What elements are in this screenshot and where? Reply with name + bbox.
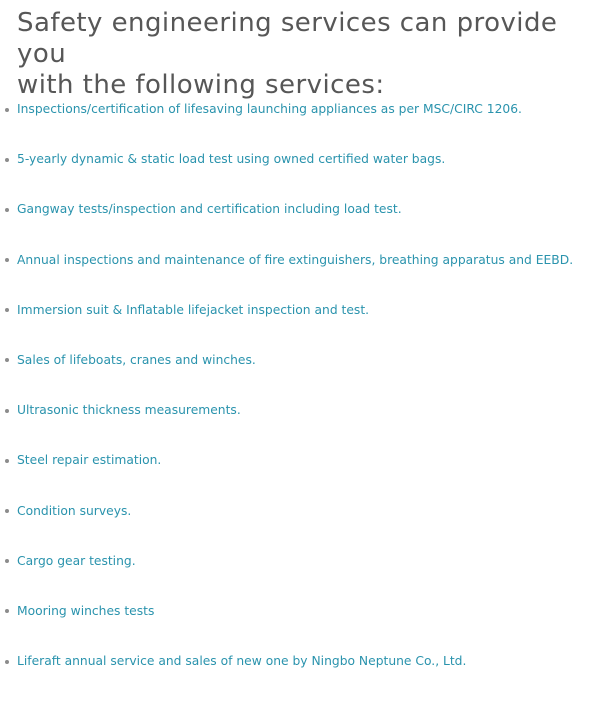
bullet-icon <box>5 208 9 212</box>
service-link[interactable]: 5-yearly dynamic & static load test using owned certified water bags. <box>17 152 446 167</box>
bullet-icon <box>5 509 9 513</box>
services-list <box>0 99 608 701</box>
list-item <box>0 651 608 701</box>
bullet-icon <box>5 609 9 613</box>
service-link[interactable]: Sales of lifeboats, cranes and winches. <box>17 352 256 367</box>
bullet-icon <box>5 158 9 162</box>
service-link[interactable]: Liferaft annual service and sales of new one by Ningbo Neptune Co., Ltd. <box>17 654 467 669</box>
bullet-icon <box>5 108 9 112</box>
service-link[interactable]: Mooring winches tests <box>17 603 155 618</box>
page-heading: Safety engineering services can provide you with the following services: <box>17 8 558 100</box>
bullet-icon <box>5 459 9 463</box>
bullet-icon <box>5 308 9 312</box>
bullet-icon <box>5 409 9 413</box>
bullet-icon <box>5 660 9 664</box>
list-item <box>0 250 608 300</box>
list-item <box>0 300 608 350</box>
service-link[interactable]: Annual inspections and maintenance of fire extinguishers, breathing apparatus and EEBD. <box>17 252 574 267</box>
service-link[interactable]: Cargo gear testing. <box>17 553 136 568</box>
list-item <box>0 501 608 551</box>
bullet-icon <box>5 358 9 362</box>
list-item <box>0 350 608 400</box>
list-item <box>0 601 608 651</box>
list-item <box>0 450 608 500</box>
list-item <box>0 99 608 149</box>
list-item <box>0 551 608 601</box>
list-item <box>0 199 608 249</box>
bullet-icon <box>5 258 9 262</box>
list-item <box>0 400 608 450</box>
service-link[interactable]: Ultrasonic thickness measurements. <box>17 403 241 418</box>
service-link[interactable]: Steel repair estimation. <box>17 453 162 468</box>
service-link[interactable]: Immersion suit & Inflatable lifejacket inspection and test. <box>17 302 370 317</box>
bullet-icon <box>5 559 9 563</box>
service-link[interactable]: Gangway tests/inspection and certification including load test. <box>17 202 402 217</box>
list-item <box>0 149 608 199</box>
service-link[interactable]: Inspections/certification of lifesaving launching appliances as per MSC/CIRC 1206. <box>17 102 522 116</box>
service-link[interactable]: Condition surveys. <box>17 503 132 518</box>
